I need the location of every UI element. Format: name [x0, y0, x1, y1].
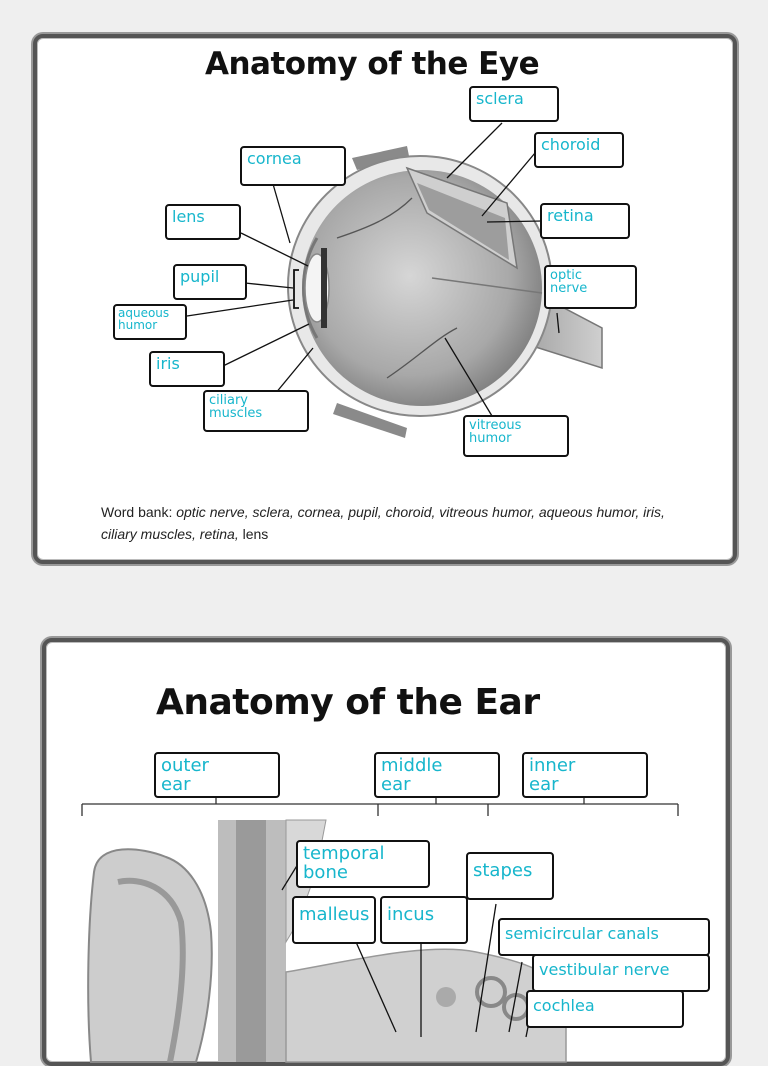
label-pupil: pupil — [173, 264, 247, 300]
temporal-bone-mass — [286, 949, 566, 1062]
label-retina: retina — [540, 203, 630, 239]
label-malleus: malleus — [292, 896, 376, 944]
label-ciliary-muscles: ciliary muscles — [203, 390, 309, 432]
section-inner-ear: inner ear — [522, 752, 648, 798]
word-bank — [101, 501, 681, 545]
label-temporal-bone: temporal bone — [296, 840, 430, 888]
label-sclera: sclera — [469, 86, 559, 122]
label-vitreous-humor: vitreous humor — [463, 415, 569, 457]
label-stapes: stapes — [466, 852, 554, 900]
eye-worksheet-card — [33, 34, 737, 564]
ossicle — [436, 987, 456, 1007]
ear-worksheet-card — [42, 638, 730, 1066]
section-outer-ear: outer ear — [154, 752, 280, 798]
label-vestibular-nerve: vestibular nerve — [532, 954, 710, 992]
section-middle-ear: middle ear — [374, 752, 500, 798]
label-cochlea: cochlea — [526, 990, 684, 1028]
ear-canal — [236, 820, 266, 1062]
pinna-shape — [88, 849, 212, 1062]
label-incus: incus — [380, 896, 468, 944]
label-semicircular-canals: semicircular canals — [498, 918, 710, 956]
label-lens: lens — [165, 204, 241, 240]
word-bank-terms: optic nerve, sclera, cornea, pupil, choroid, vitreous humor, aqueous humor, iris, ciliary muscles, retina, — [101, 504, 665, 542]
eye-title: Anatomy of the Eye — [205, 46, 540, 82]
label-aqueous-humor: aqueous humor — [113, 304, 187, 340]
word-bank-last: lens — [242, 526, 269, 542]
word-bank-prefix: Word bank: — [101, 504, 177, 520]
label-iris: iris — [149, 351, 225, 387]
label-choroid: choroid — [534, 132, 624, 168]
label-cornea: cornea — [240, 146, 346, 186]
label-optic-nerve: optic nerve — [544, 265, 637, 309]
ear-title: Anatomy of the Ear — [156, 682, 540, 723]
iris-shape — [321, 248, 327, 328]
